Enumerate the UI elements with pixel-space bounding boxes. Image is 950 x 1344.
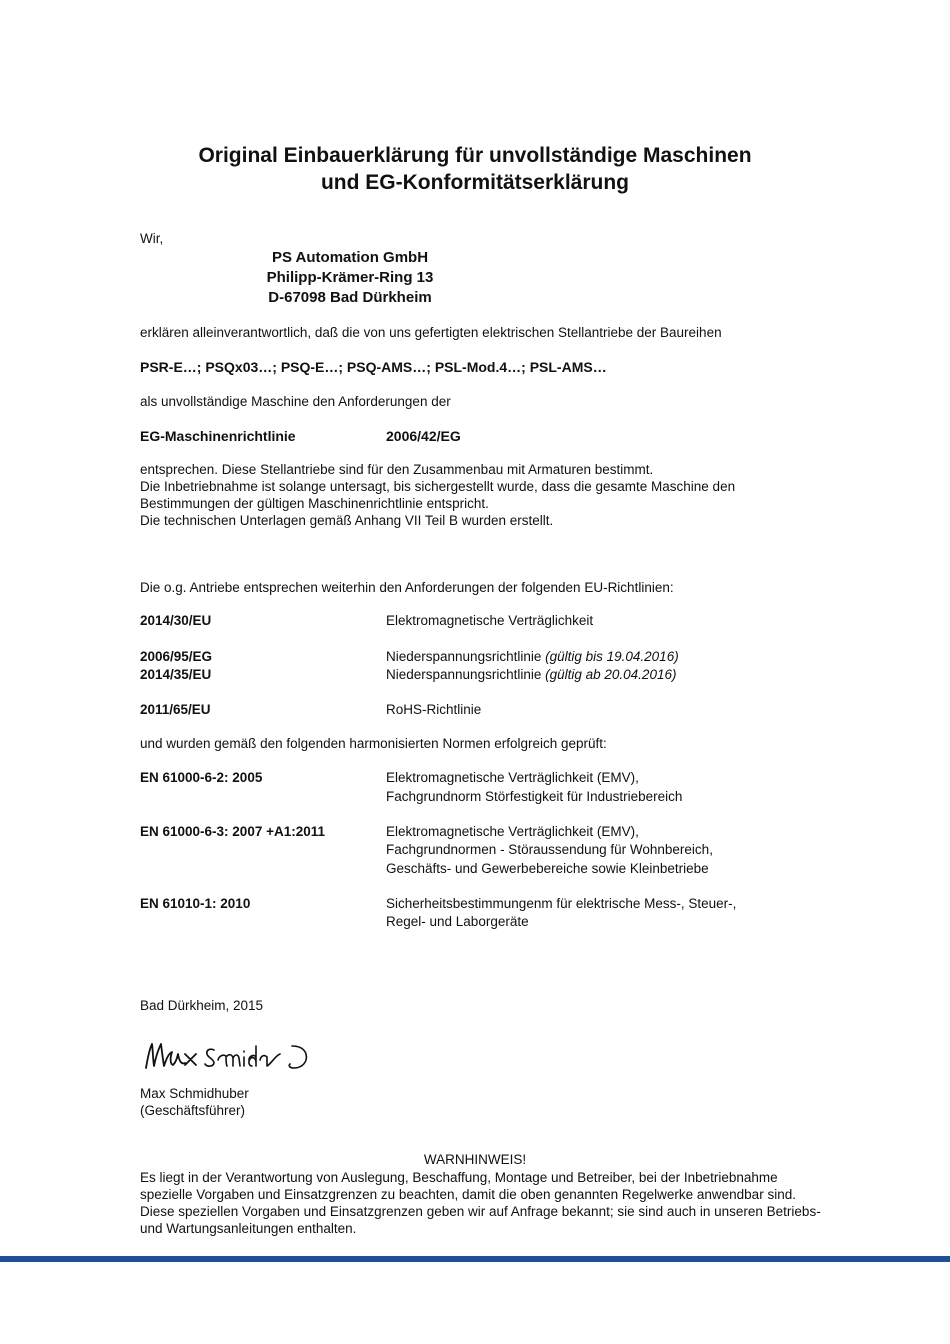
eu-directive-code: 2014/35/EU (140, 667, 212, 682)
warning-text: Es liegt in der Verantwortung von Auslegung, Beschaffung, Montage und Betreiber, bei der Inbetriebnahme spezielle Vorgaben und Einsatzgrenzen zu beachten, damit die oben genannten Regelwerke anwendbar sind. Diese speziellen Vorgaben und Einsatzgrenzen geben wir auf Anfrage bekannt; sie sind auch in unseren Betriebs- und Wartungsanleitungen enthalten. (140, 1170, 821, 1236)
norm-code: EN 61000-6-2: 2005 (140, 770, 263, 785)
title-line-2: und EG-Konformitätserklärung (320, 171, 630, 194)
paragraph-line: Die Inbetriebnahme ist solange untersagt, bis sichergestellt wurde, dass die gesamte Maschine den (140, 479, 736, 494)
eu-directive-note: (gültig ab 20.04.2016) (545, 667, 677, 682)
title-line-1: Original Einbauerklärung für unvollständige Maschinen (198, 144, 752, 167)
eu-directive-code: 2006/95/EG (140, 649, 213, 664)
eu-directive-code: 2014/30/EU (140, 613, 212, 628)
directive-name: EG-Maschinenrichtlinie (140, 428, 296, 444)
footer-accent-line (0, 1256, 950, 1262)
place-date: Bad Dürkheim, 2015 (140, 998, 264, 1013)
eu-directive-desc-text: Elektromagnetische Verträglichkeit (386, 613, 594, 628)
paragraph-line: Bestimmungen der gültigen Maschinenrichtlinie entspricht. (140, 496, 489, 511)
norm-desc-line: Sicherheitsbestimmungenm für elektrische Mess-, Steuer-, (386, 896, 737, 911)
signer-role: (Geschäftsführer) (140, 1103, 246, 1118)
handwritten-signature (140, 1032, 330, 1083)
norm-code: EN 61010-1: 2010 (140, 896, 251, 911)
eu-directive-desc (386, 612, 593, 629)
norm-desc-line: Elektromagnetische Verträglichkeit (EMV), (386, 824, 639, 839)
norm-desc-line: Fachgrundnorm Störfestigkeit für Industriebereich (386, 789, 683, 804)
eu-directive-code: 2011/65/EU (140, 702, 211, 717)
paragraph-line: Die technischen Unterlagen gemäß Anhang VII Teil B wurden erstellt. (140, 513, 554, 528)
paragraph-line: entsprechen. Diese Stellantriebe sind für den Zusammenbau mit Armaturen bestimmt. (140, 462, 654, 477)
directive-number: 2006/42/EG (386, 428, 461, 444)
norm-desc-line: Fachgrundnormen - Störaussendung für Wohnbereich, (386, 842, 713, 857)
eu-directive-note: (gültig bis 19.04.2016) (545, 649, 679, 664)
norm-code: EN 61000-6-3: 2007 +A1:2011 (140, 824, 326, 839)
signer-name: Max Schmidhuber (140, 1086, 249, 1101)
norm-desc-line: Geschäfts- und Gewerbebereiche sowie Kleinbetriebe (386, 861, 709, 876)
declare-text: erklären alleinverantwortlich, daß die von uns gefertigten elektrischen Stellantriebe der Baureihen (140, 325, 722, 340)
eu-directive-desc-text: Niederspannungsrichtlinie (386, 667, 542, 682)
norms-intro: und wurden gemäß den folgenden harmonisierten Normen erfolgreich geprüft: (140, 736, 607, 751)
warning-title: WARNHINWEIS! (423, 1152, 527, 1167)
eu-directive-desc (386, 701, 481, 718)
eu-intro: Die o.g. Antriebe entsprechen weiterhin den Anforderungen der folgenden EU-Richtlinien: (140, 580, 674, 595)
series-list: PSR-E…; PSQx03…; PSQ-E…; PSQ-AMS…; PSL-Mod.4…; PSL-AMS… (140, 359, 607, 375)
eu-directive-desc-text: RoHS-Richtlinie (386, 702, 482, 717)
eu-directive-desc-text: Niederspannungsrichtlinie (386, 649, 542, 664)
company-street: Philipp-Krämer-Ring 13 (266, 269, 434, 286)
company-name: PS Automation GmbH (271, 249, 429, 266)
as-incomplete-text: als unvollständige Maschine den Anforderungen der (140, 394, 451, 409)
norm-desc-line: Elektromagnetische Verträglichkeit (EMV), (386, 770, 639, 785)
eu-directive-desc (386, 648, 679, 665)
wir-text: Wir, (140, 231, 164, 246)
company-city: D-67098 Bad Dürkheim (268, 289, 432, 306)
eu-directive-desc (386, 666, 676, 683)
norm-desc-line: Regel- und Laborgeräte (386, 914, 529, 929)
